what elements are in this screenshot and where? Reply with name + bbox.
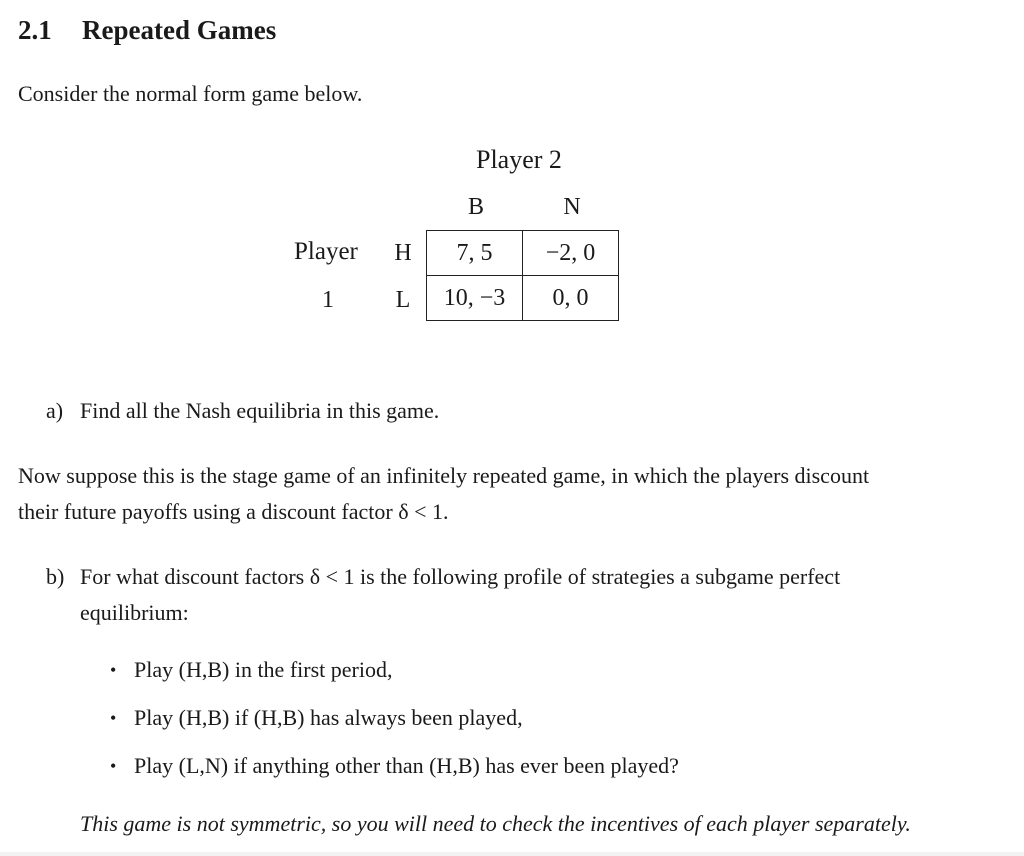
section-number: 2.1 (18, 15, 52, 45)
page-bottom-edge (0, 852, 1024, 856)
question-a-text: Find all the Nash equilibria in this game. (80, 398, 440, 423)
bullet-icon: • (110, 708, 117, 728)
row-label-l: L (395, 287, 411, 313)
payoff-cell-lb: 10, −3 (427, 276, 523, 321)
question-b-label: b) (46, 564, 65, 589)
payoff-cell-hb: 7, 5 (427, 231, 523, 276)
question-b-text-2: equilibrium: (80, 600, 189, 625)
column-label-b: B (467, 194, 484, 220)
player1-number: 1 (322, 287, 334, 313)
repeated-game-paragraph (18, 458, 993, 530)
list-item (110, 652, 679, 700)
bullet-icon: • (110, 660, 117, 680)
player1-label: Player (294, 238, 358, 265)
strategy-list (110, 652, 679, 796)
column-label-n: N (563, 194, 581, 220)
payoff-row-h (427, 231, 619, 276)
payoff-cell-ln: 0, 0 (523, 276, 619, 321)
italic-note: This game is not symmetric, so you will need to check the incentives of each player separately. (80, 811, 911, 836)
row-label-h: H (394, 240, 412, 266)
question-a (46, 393, 439, 429)
question-b-line-1 (46, 559, 840, 595)
strategy-text: Play (H,B) in the first period, (134, 657, 393, 682)
strategy-text: Play (L,N) if anything other than (H,B) has ever been played? (134, 753, 679, 778)
question-b-text-1: For what discount factors δ < 1 is the following profile of strategies a subgame perfect (80, 564, 841, 589)
intro-text: Consider the normal form game below. (18, 81, 363, 106)
list-item (110, 700, 679, 748)
player2-label: Player 2 (476, 145, 562, 174)
repeated-game-line-1: Now suppose this is the stage game of an infinitely repeated game, in which the players discount (18, 463, 870, 488)
question-a-label: a) (46, 398, 64, 423)
strategy-text: Play (H,B) if (H,B) has always been played, (134, 705, 523, 730)
list-item (110, 748, 679, 796)
question-b (46, 559, 840, 631)
payoff-matrix (426, 230, 619, 321)
section-title: Repeated Games (82, 15, 277, 45)
payoff-cell-hn: −2, 0 (523, 231, 619, 276)
section-heading (18, 12, 276, 48)
repeated-game-line-2: their future payoffs using a discount factor δ < 1. (18, 499, 449, 524)
bullet-icon: • (110, 756, 117, 776)
payoff-row-l (427, 276, 619, 321)
